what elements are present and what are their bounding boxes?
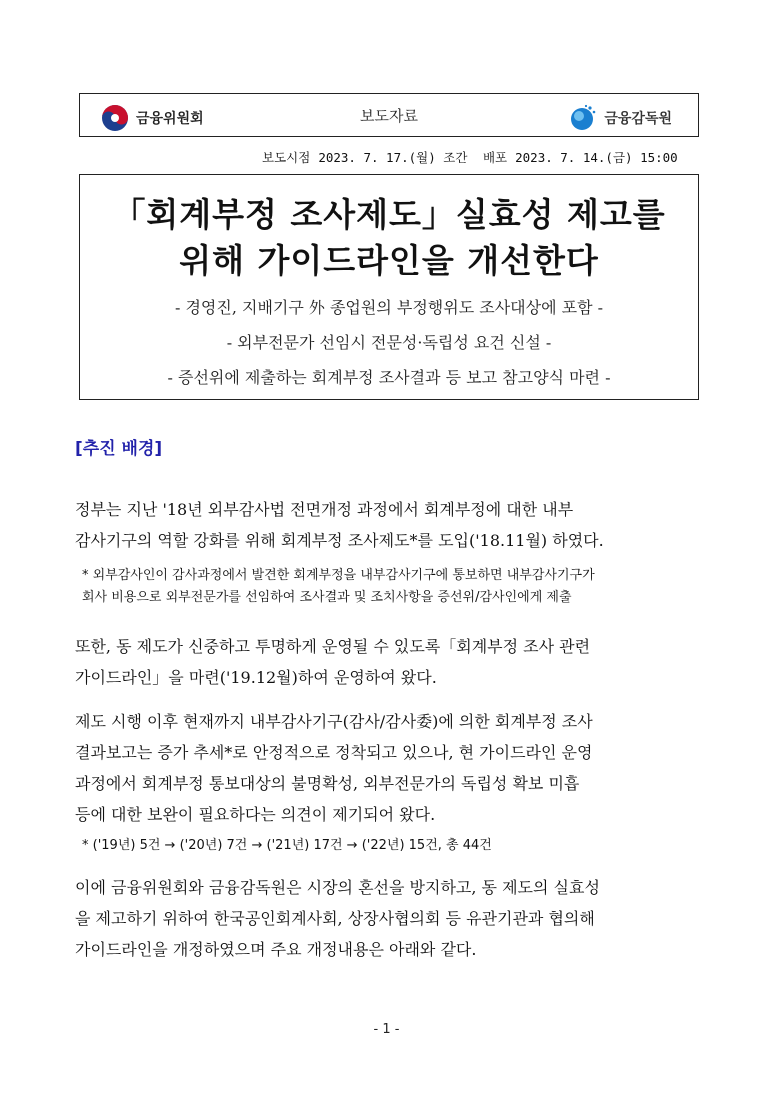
paragraph-line: 가이드라인을 개정하였으며 주요 개정내용은 아래와 같다.	[75, 940, 477, 959]
distribution-label: 배포	[482, 150, 508, 165]
paragraph-2	[75, 631, 699, 693]
paragraph-line: 등에 대한 보완이 필요하다는 의견이 제기되어 왔다.	[75, 805, 436, 824]
subheadline-2: - 외부전문가 선임시 전문성·독립성 요건 신설 -	[226, 333, 552, 352]
paragraph-line: 또한, 동 제도가 신중하고 투명하게 운영될 수 있도록「회계부정 조사 관련	[75, 637, 591, 656]
fss-name: 금융감독원	[604, 111, 672, 127]
paragraph-line: 을 제고하기 위하여 한국공인회계사회, 상장사협의회 등 유관기관과 협의해	[75, 909, 595, 928]
embargo-label: 보도시점	[262, 150, 311, 165]
press-release-title: 보도자료	[360, 107, 418, 125]
footnote-line: * 외부감사인이 감사과정에서 발견한 회계부정을 내부감사기구에 통보하면 내부감사기구가	[82, 568, 595, 583]
paragraph-4	[75, 872, 699, 965]
paragraph-line: 결과보고는 증가 추세*로 안정적으로 정착되고 있으나, 현 가이드라인 운영	[75, 743, 593, 762]
fss-logo	[568, 103, 672, 133]
distribution-value: 2023. 7. 14.(금) 15:00	[515, 150, 678, 165]
footnote-line: * ('19년) 5건 → ('20년) 7건 → ('21년) 17건 → ('22년) 15건, 총 44건	[82, 838, 492, 853]
headline-box	[79, 174, 699, 400]
footnote-line: 회사 비용으로 외부전문가를 선임하여 조사결과 및 조치사항을 증선위/감사인에게 제출	[82, 590, 572, 605]
release-info	[262, 148, 686, 166]
fsc-name: 금융위원회	[136, 111, 204, 127]
page-number: - 1 -	[373, 1022, 400, 1037]
subheadline-1: - 경영진, 지배기구 外 종업원의 부정행위도 조사대상에 포함 -	[174, 298, 604, 317]
paragraph-line: 정부는 지난 '18년 외부감사법 전면개정 과정에서 회계부정에 대한 내부	[75, 500, 574, 519]
paragraph-line: 가이드라인」을 마련('19.12월)하여 운영하여 왔다.	[75, 668, 437, 687]
subheadline-3: - 증선위에 제출하는 회계부정 조사결과 등 보고 참고양식 마련 -	[167, 368, 611, 387]
paragraph-1	[75, 494, 699, 556]
paragraph-line: 이에 금융위원회와 금융감독원은 시장의 혼선을 방지하고, 동 제도의 실효성	[75, 878, 600, 897]
footnote-2	[82, 835, 702, 857]
footnote-1	[82, 565, 702, 609]
paragraph-3	[75, 706, 699, 830]
headline-line-2: 위해 가이드라인을 개선한다	[179, 241, 599, 280]
paragraph-line: 감사기구의 역할 강화를 위해 회계부정 조사제도*를 도입('18.11월) 하였다.	[75, 531, 604, 550]
paragraph-line: 과정에서 회계부정 통보대상의 불명확성, 외부전문가의 독립성 확보 미흡	[75, 774, 580, 793]
embargo-value: 2023. 7. 17.(월) 조간	[318, 150, 468, 165]
fss-sphere-logo-icon	[568, 103, 598, 133]
paragraph-line: 제도 시행 이후 현재까지 내부감사기구(감사/감사委)에 의한 회계부정 조사	[75, 712, 593, 731]
headline-line-1: 「회계부정 조사제도」실효성 제고를	[112, 195, 666, 234]
press-release-header	[79, 93, 699, 137]
section-heading: [추진 배경]	[75, 439, 163, 459]
